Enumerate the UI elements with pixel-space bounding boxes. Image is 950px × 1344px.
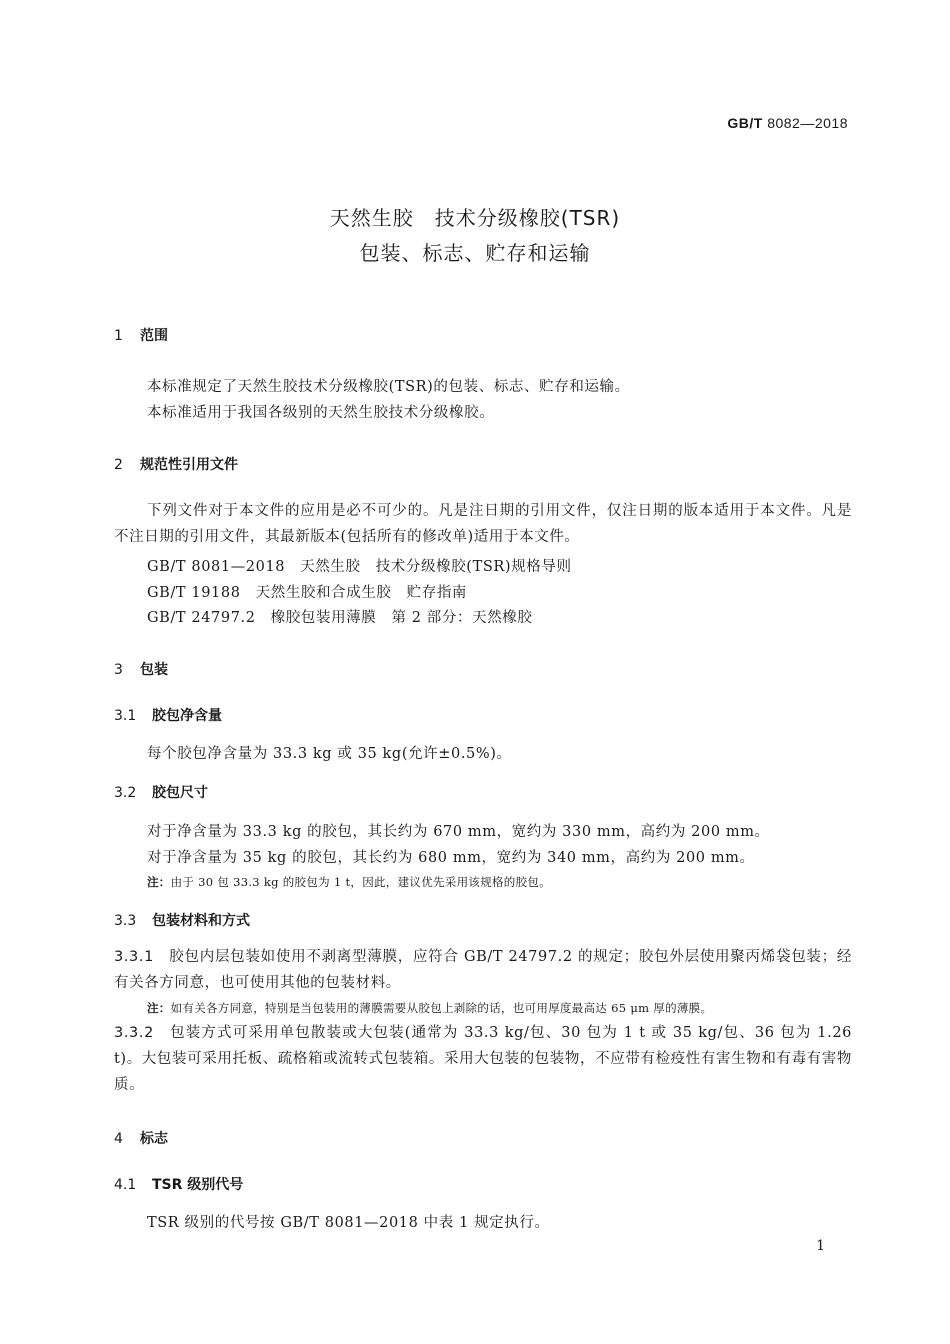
dimensions-note [147, 874, 551, 890]
standard-number: 8082—2018 [767, 115, 848, 131]
subsection-number: 3.1 [114, 708, 137, 724]
scope-paragraph-1: 本标准规定了天然生胶技术分级橡胶(TSR)的包装、标志、贮存和运输。 [147, 379, 630, 395]
clause-text: 胶包内层包装如使用不剥离型薄膜，应符合 GB/T 24797.2 的规定；胶包外层使用聚丙烯袋包装；经有关各方同意，也可使用其他的包装材料。 [114, 949, 852, 991]
references-intro: 下列文件对于本文件的应用是必不可少的。凡是注日期的引用文件，仅注日期的版本适用于本文件。凡是不注日期的引用文件，其最新版本(包括所有的修改单)适用于本文件。 [114, 503, 852, 545]
clause-number: 3.3.1 [114, 949, 154, 965]
document-subtitle: 包装、标志、贮存和运输 [359, 241, 591, 265]
materials-note [147, 1000, 712, 1016]
section-number: 3 [114, 662, 123, 678]
standard-code [727, 115, 848, 131]
subsection-4-1-heading [114, 1174, 243, 1194]
subsection-number: 3.3 [114, 913, 137, 929]
section-number: 1 [114, 328, 123, 344]
section-title: 包装 [140, 662, 168, 678]
subsection-title: 胶包净含量 [152, 708, 222, 724]
subsection-3-2-heading [114, 782, 208, 802]
dimensions-paragraph-2: 对于净含量为 35 kg 的胶包，其长约为 680 mm，宽约为 340 mm，高约为 200 mm。 [147, 850, 755, 866]
subsection-title: 胶包尺寸 [152, 785, 208, 801]
document-title: 天然生胶 技术分级橡胶(TSR) [329, 206, 621, 230]
section-title: 范围 [140, 328, 168, 344]
section-3-heading [114, 659, 168, 679]
note-label: 注： [147, 875, 171, 889]
page-number: 1 [816, 1238, 825, 1254]
section-number: 2 [114, 457, 123, 473]
subsection-title: 包装材料和方式 [152, 913, 250, 929]
clause-3-3-2 [114, 1020, 852, 1098]
subsection-3-3-heading [114, 910, 250, 930]
note-text: 如有关各方同意，特别是当包装用的薄膜需要从胶包上剥除的话，也可用厚度最高达 65 μm 厚的薄膜。 [170, 1001, 713, 1015]
standard-prefix: GB/T [727, 115, 763, 131]
section-4-heading [114, 1128, 168, 1148]
note-text: 由于 30 包 33.3 kg 的胶包为 1 t，因此，建议优先采用该规格的胶包。 [170, 875, 552, 889]
section-2-heading [114, 454, 238, 474]
dimensions-paragraph-1: 对于净含量为 33.3 kg 的胶包，其长约为 670 mm，宽约为 330 mm，高约为 200 mm。 [147, 824, 770, 840]
subsection-title: TSR 级别代号 [152, 1177, 244, 1193]
section-title: 标志 [140, 1131, 168, 1147]
reference-item: GB/T 8081—2018 天然生胶 技术分级橡胶(TSR)规格导则 [147, 559, 572, 575]
clause-number: 3.3.2 [114, 1025, 154, 1041]
subsection-3-1-heading [114, 705, 222, 725]
reference-item: GB/T 24797.2 橡胶包装用薄膜 第 2 部分：天然橡胶 [147, 610, 533, 626]
section-number: 4 [114, 1131, 123, 1147]
subsection-number: 3.2 [114, 785, 137, 801]
scope-paragraph-2: 本标准适用于我国各级别的天然生胶技术分级橡胶。 [147, 405, 495, 421]
grade-code-paragraph: TSR 级别的代号按 GB/T 8081—2018 中表 1 规定执行。 [147, 1215, 550, 1231]
note-label: 注： [147, 1001, 171, 1015]
clause-text: 包装方式可采用单包散装或大包装(通常为 33.3 kg/包、30 包为 1 t 或 35 kg/包、36 包为 1.26 t)。大包装可采用托板、疏格箱或流转式包装箱。采用大包装的包装物，不应带有检疫性有害生物和有毒有害物质。 [114, 1025, 852, 1093]
clause-3-3-1 [114, 944, 852, 996]
reference-item: GB/T 19188 天然生胶和合成生胶 贮存指南 [147, 585, 468, 601]
section-1-heading [114, 325, 168, 345]
section-title: 规范性引用文件 [140, 457, 238, 473]
net-weight-paragraph: 每个胶包净含量为 33.3 kg 或 35 kg(允许±0.5%)。 [147, 746, 512, 762]
subsection-number: 4.1 [114, 1177, 137, 1193]
